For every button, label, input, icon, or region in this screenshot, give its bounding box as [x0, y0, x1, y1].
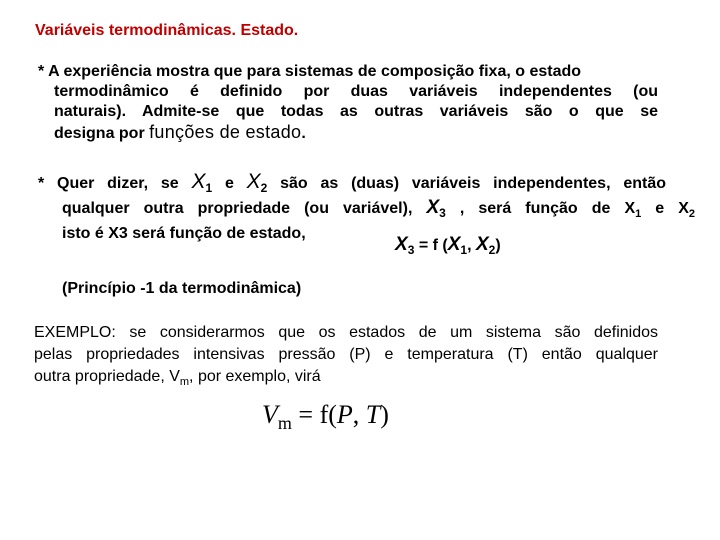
paragraph-line — [34, 366, 658, 393]
variable-x2: X — [475, 234, 489, 255]
variable-x1: X — [447, 234, 461, 255]
paragraph-line: pelas propriedades intensivas pressão (P) e temperatura (T) então qualquer — [34, 346, 658, 363]
subscript: 3 — [439, 206, 446, 221]
text-segment: , — [352, 400, 366, 429]
paragraph-line — [38, 122, 658, 144]
subscript: 1 — [460, 243, 468, 258]
text-segment: . — [301, 125, 306, 142]
paragraph-line — [38, 172, 666, 198]
text-segment: = f ( — [414, 237, 448, 254]
text-segment: designa por — [54, 125, 150, 142]
variable-x3: X — [395, 234, 408, 255]
paragraph-line: naturais). Admite-se que todas as outras variáveis são o que se — [54, 103, 658, 120]
text-segment: ) — [380, 400, 389, 429]
emphasis-term: funções de estado — [149, 122, 302, 142]
paragraph-line — [38, 198, 695, 224]
text-segment: = f( — [291, 400, 337, 429]
subscript: m — [179, 376, 190, 389]
variable-x3: X — [426, 197, 440, 219]
text-segment: outra propriedade, V — [34, 368, 180, 385]
text-segment: e X — [641, 200, 689, 218]
example-paragraph — [34, 322, 658, 393]
subscript: 3 — [407, 243, 415, 258]
paragraph-line: EXEMPLO: se considerarmos que os estados de um sistema são definidos — [34, 324, 658, 341]
text-segment: ) — [495, 237, 501, 254]
paragraph-experience — [38, 62, 658, 144]
text-segment: qualquer outra propriedade (ou variável), — [62, 200, 427, 218]
state-function-equation — [395, 234, 501, 257]
text-line: * A experiência mostra que para sistemas de composição fixa, o estado — [38, 63, 582, 80]
slide-title: Variáveis termodinâmicas. Estado. — [35, 22, 299, 39]
paragraph-line: termodinâmico é definido por duas variáveis independentes (ou — [54, 83, 658, 100]
subscript: 2 — [488, 243, 496, 258]
subscript: m — [277, 413, 292, 433]
text-segment: são as (duas) variáveis independentes, então — [267, 175, 666, 192]
variable-p: P — [336, 400, 353, 429]
text-segment: , por exemplo, virá — [189, 368, 321, 385]
text-segment: , — [467, 237, 476, 254]
subscript: 2 — [688, 208, 696, 221]
paragraph-line: isto é X3 será função de estado, — [62, 225, 306, 243]
subscript: 1 — [635, 208, 642, 221]
variable-v: V — [262, 400, 278, 429]
variable-t: T — [365, 400, 381, 429]
variable-x2: X — [246, 170, 261, 193]
text-segment: e — [212, 175, 247, 192]
text-segment: , será função de X — [445, 200, 636, 218]
paragraph-line — [38, 62, 658, 82]
subscript: 1 — [205, 181, 213, 196]
paragraph-variables — [38, 172, 695, 244]
principle-note: (Princípio -1 da termodinâmica) — [62, 280, 302, 297]
subscript: 2 — [260, 181, 268, 196]
molar-volume-formula — [262, 400, 389, 433]
variable-x1: X — [191, 170, 206, 193]
text-segment: * Quer dizer, se — [38, 175, 192, 192]
